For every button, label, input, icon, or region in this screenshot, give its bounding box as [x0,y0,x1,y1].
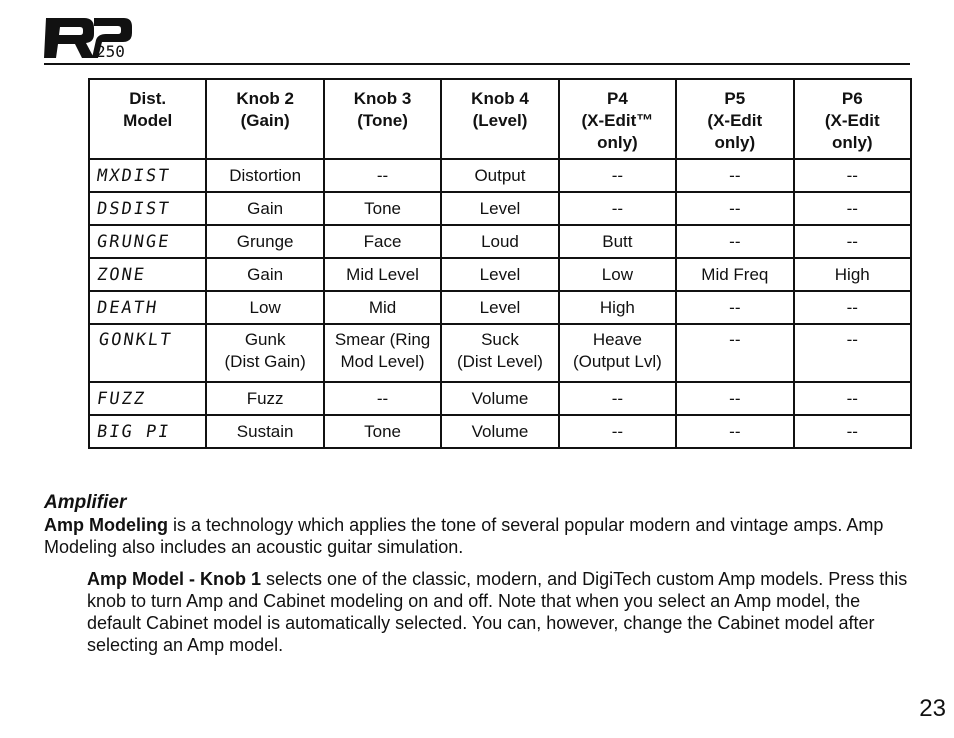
page-number: 23 [919,695,946,722]
table-cell: Heave (Output Lvl) [559,324,676,382]
table-cell: Mid Freq [676,258,793,291]
table-cell: -- [794,382,911,415]
table-cell: -- [676,225,793,258]
col-header-knob-3: Knob 3 (Tone) [324,79,441,159]
table-cell: -- [794,225,911,258]
table-cell: Low [206,291,323,324]
table-cell: High [559,291,676,324]
table-cell: -- [559,192,676,225]
model-name: ZONE [87,258,209,291]
table-cell: Tone [324,415,441,448]
table-cell: Sustain [206,415,323,448]
table-cell: Butt [559,225,676,258]
col-header-p4: P4 (X-Edit™ only) [559,79,676,159]
table-row [89,382,911,415]
table-cell: Gain [206,258,323,291]
table-row [89,159,911,192]
col-header-p5: P5 (X-Edit only) [676,79,793,159]
table-cell: -- [794,291,911,324]
table-cell: -- [676,291,793,324]
term-amp-model-knob: Amp Model - Knob 1 [87,569,261,589]
table-cell: -- [794,159,911,192]
table-cell: -- [324,382,441,415]
amp-model-knob-paragraph [87,568,910,656]
header-rule [44,63,910,65]
table-cell: Level [441,192,558,225]
model-name: DEATH [87,291,209,324]
table-cell: Volume [441,415,558,448]
table-cell: -- [559,415,676,448]
table-cell: -- [324,159,441,192]
table-cell: Output [441,159,558,192]
table-cell: Volume [441,382,558,415]
col-header-knob-2: Knob 2 (Gain) [206,79,323,159]
model-name: BIG PI [87,415,209,448]
amp-modeling-paragraph [44,514,910,558]
table-cell: Low [559,258,676,291]
table-cell: -- [676,382,793,415]
table-cell: -- [676,192,793,225]
table-cell: Gunk (Dist Gain) [206,324,323,382]
section-title: Amplifier [44,492,127,513]
table-cell: Smear (Ring Mod Level) [324,324,441,382]
table-cell: Gain [206,192,323,225]
model-name: GONKLT [85,324,211,382]
table-cell: High [794,258,911,291]
distortion-model-table [88,78,912,449]
table-cell: Mid Level [324,258,441,291]
table-cell: Tone [324,192,441,225]
table-cell: Distortion [206,159,323,192]
table-cell: Fuzz [206,382,323,415]
table-cell: -- [559,382,676,415]
model-name: FUZZ [87,382,209,415]
logo-model-number: 250 [96,42,125,61]
table-cell: Level [441,291,558,324]
amplifier-section [44,492,910,656]
table-cell: Mid [324,291,441,324]
table-row [89,258,911,291]
table-cell: -- [794,192,911,225]
col-header-knob-4: Knob 4 (Level) [441,79,558,159]
table-cell: -- [559,159,676,192]
table-row [89,291,911,324]
col-header-dist-model: Dist. Model [89,79,206,159]
table-row [89,324,911,382]
model-name: MXDIST [87,159,209,192]
table-cell: -- [676,415,793,448]
term-amp-modeling: Amp Modeling [44,515,168,535]
table-cell: Level [441,258,558,291]
paragraph-text: is a technology which applies the tone of several popular modern and vintage amps. Amp Modeling also includes an acoustic guitar simulation. [44,515,884,557]
table-row [89,192,911,225]
table-cell: Grunge [206,225,323,258]
table-cell: Loud [441,225,558,258]
col-header-p6: P6 (X-Edit only) [794,79,911,159]
table-row [89,225,911,258]
model-name: DSDIST [87,192,209,225]
table-cell: -- [676,159,793,192]
table-row [89,415,911,448]
table-header-row [89,79,911,159]
table-cell: Face [324,225,441,258]
table-cell: -- [794,415,911,448]
paragraph-text: selects one of the classic, modern, and DigiTech custom Amp models. Press this knob to turn Amp and Cabinet modeling on and off. Note that when you select an Amp model, the default Cabinet model is automatically selected. You can, however, change the Cabinet model after selecting an Amp model. [87,569,908,655]
table-cell: Suck (Dist Level) [441,324,558,382]
table-cell: -- [794,324,911,382]
table-cell: -- [676,324,793,382]
model-name: GRUNGE [87,225,209,258]
